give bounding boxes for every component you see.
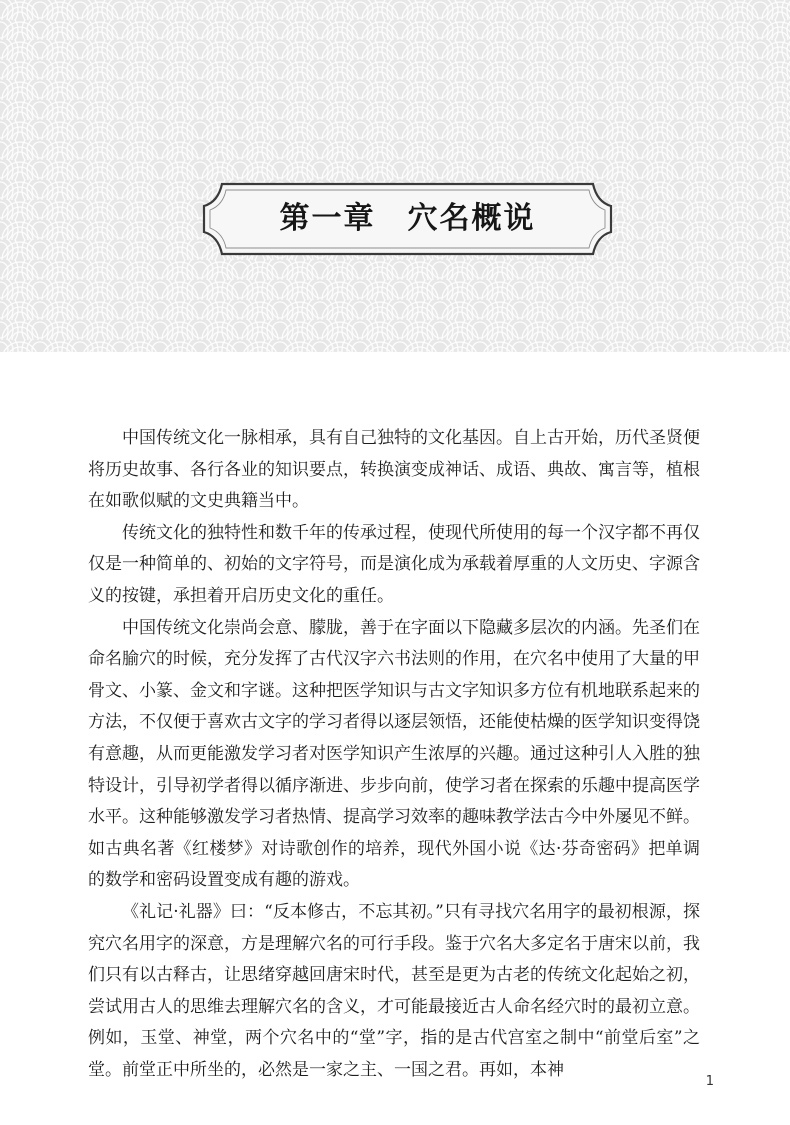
paragraph: 中国传统文化一脉相承，具有自己独特的文化基因。自上古开始，历代圣贤便将历史故事、各行各业的知识要点，转换演变成神话、成语、典故、寓言等，植根在如歌似赋的文史典籍当中。	[88, 428, 700, 512]
paragraph: 传统文化的独特性和数千年的传承过程，使现代所使用的每一个汉字都不再仅仅是一种简单的、初始的文字符号，而是演化成为承载着厚重的人文历史、字源含义的按键，承担着开启历史文化的重任。	[88, 522, 700, 606]
paragraph: 《礼记·礼器》曰：“反本修古，不忘其初。”只有寻找穴名用字的最初根源，探究穴名用字的深意，方是理解穴名的可行手段。鉴于穴名大多定名于唐宋以前，我们只有以古释古，让思绪穿越回唐宋时代，甚至是更为古老的传统文化起始之初，尝试用古人的思维去理解穴名的含义，才可能最接近古人命名经穴时的最初立意。例如，玉堂、神堂，两个穴名中的“堂”字，指的是古代宫室之制中“前堂后室”之堂。前堂正中所坐的，必然是一家之主、一国之君。再如，本神	[88, 901, 700, 1080]
seigaiha-wave-pattern	[0, 0, 790, 352]
chapter-header-band	[0, 0, 790, 352]
paragraph: 中国传统文化崇尚会意、朦胧，善于在字面以下隐藏多层次的内涵。先圣们在命名腧穴的时候，充分发挥了古代汉字六书法则的作用，在穴名中使用了大量的甲骨文、小篆、金文和字谜。这种把医学知识与古文字知识多方位有机地联系起来的方法，不仅便于喜欢古文字的学习者得以逐层领悟，还能使枯燥的医学知识变得饶有意趣，从而更能激发学习者对医学知识产生浓厚的兴趣。通过这种引人入胜的独特设计，引导初学者得以循序渐进、步步向前，使学习者在探索的乐趣中提高医学水平。这种能够激发学习者热情、提高学习效率的趣味教学法古今中外屡见不鲜。如古典名著《红楼梦》对诗歌创作的培养，现代外国小说《达·芬奇密码》把单调的数学和密码设置变成有趣的游戏。	[88, 617, 700, 891]
chapter-body-text	[88, 423, 700, 1086]
page-number: 1	[705, 1074, 714, 1089]
chapter-title-plate	[200, 180, 615, 258]
chapter-title: 第一章 穴名概说	[279, 201, 536, 236]
